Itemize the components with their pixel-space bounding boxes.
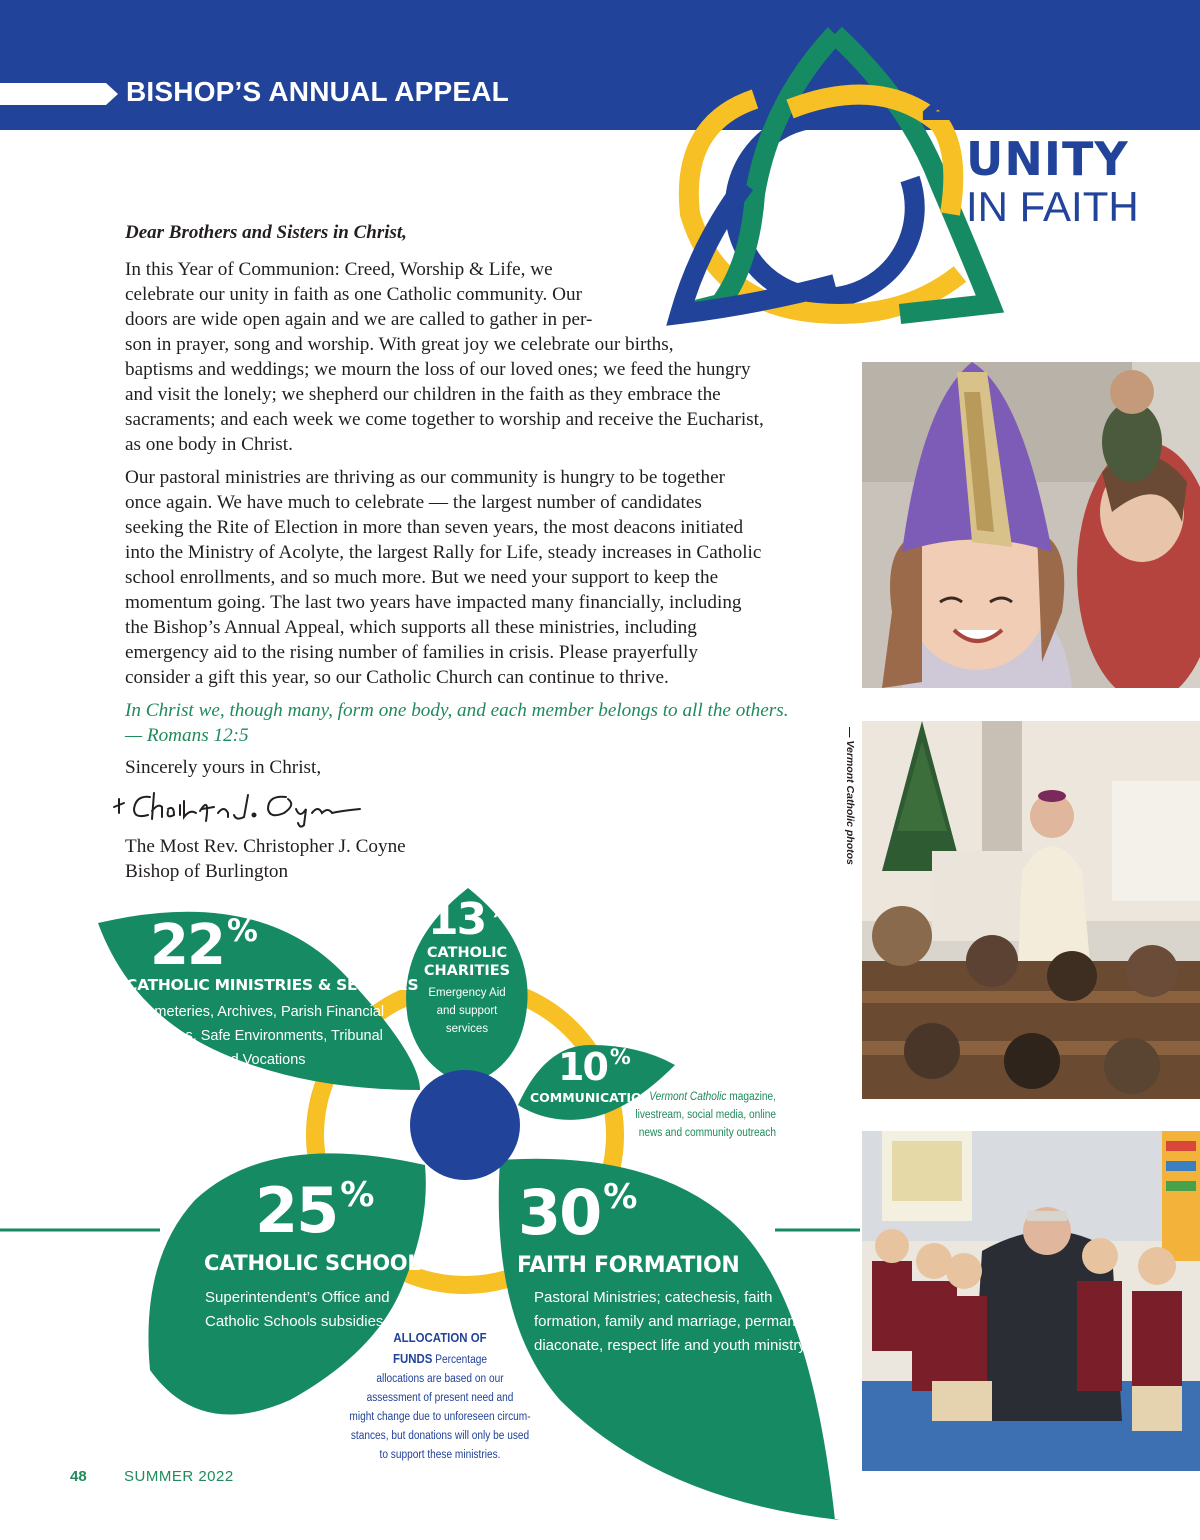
- desc-line: Superintendent’s Office and: [205, 1289, 390, 1306]
- letter-line: Our pastoral ministries are thriving as our community is hungry to be together: [125, 467, 726, 488]
- handwritten-signature: [110, 785, 370, 830]
- letter-line: doors are wide open again and we are called to gather in per-: [125, 309, 593, 330]
- charities-percent: [428, 894, 513, 945]
- schools-percent: [255, 1174, 375, 1247]
- percent-sign: %: [226, 913, 258, 950]
- note-line: to support these ministries.: [379, 1449, 501, 1461]
- desc-line: Cemeteries, Archives, Parish Financial: [135, 1004, 385, 1020]
- note-title-line: FUNDS: [393, 1351, 433, 1366]
- charities-description: [408, 984, 526, 1038]
- note-line: allocations are based on our: [376, 1373, 504, 1385]
- desc-line: formation, family and marriage, permanent: [534, 1313, 817, 1330]
- note-line: news and community outreach: [638, 1127, 776, 1139]
- letter-line: emergency aid to the rising number of families in crisis. Please prayerfully: [125, 642, 698, 663]
- desc-line: Services, Safe Environments, Tribunal: [137, 1028, 383, 1044]
- desc-line: services: [445, 1023, 489, 1035]
- note-title-line: ALLOCATION OF: [393, 1330, 487, 1345]
- letter-line: as one body in Christ.: [125, 434, 293, 455]
- percent-sign: %: [340, 1175, 375, 1216]
- charities-value: 13: [428, 894, 486, 945]
- formation-value: 30: [518, 1176, 601, 1249]
- letter-line: seeking the Rite of Election in more than seven years, the most deacons initiated: [125, 517, 744, 538]
- logo-year: 2022: [918, 62, 1087, 135]
- desc-line: Catholic Schools subsidies: [205, 1313, 384, 1330]
- photo-bishop-mass: [862, 721, 1200, 1099]
- section-title: BISHOP’S ANNUAL APPEAL: [126, 76, 509, 107]
- schools-title: CATHOLIC SCHOOLS: [204, 1251, 436, 1275]
- charities-title: [408, 944, 526, 980]
- signer-title: Bishop of Burlington: [125, 861, 289, 882]
- letter-line: the Bishop’s Annual Appeal, which supports all these ministries, including: [125, 617, 697, 638]
- note-line: magazine,: [729, 1091, 776, 1103]
- letter-line: celebrate our unity in faith as one Catholic community. Our: [125, 284, 582, 305]
- percent-sign: %: [488, 894, 513, 923]
- letter-salutation: Dear Brothers and Sisters in Christ,: [125, 222, 407, 243]
- signer-name: The Most Rev. Christopher J. Coyne: [125, 836, 406, 857]
- signer-block: [125, 834, 406, 884]
- formation-title: FAITH FORMATION: [517, 1253, 740, 1278]
- ministries-description: [120, 1000, 400, 1072]
- issue-label: SUMMER 2022: [124, 1468, 234, 1485]
- formation-description: [534, 1286, 817, 1358]
- formation-percent: [518, 1176, 638, 1249]
- quote-text: In Christ we, though many, form one body, and each member belongs to all the others.: [125, 700, 789, 721]
- schools-value: 25: [255, 1174, 338, 1247]
- schools-description: [205, 1286, 390, 1334]
- letter-paragraph-1: [125, 257, 835, 457]
- photo-credit: [842, 727, 858, 867]
- letter-line: In this Year of Communion: Creed, Worship & Life, we: [125, 259, 553, 280]
- letter-line: baptisms and weddings; we mourn the loss of our loved ones; we feed the hungry: [125, 359, 751, 380]
- flower-center: [410, 1070, 520, 1180]
- desc-line: and support: [436, 1005, 498, 1017]
- percent-sign: %: [609, 1044, 631, 1069]
- desc-line: and Vocations: [214, 1052, 306, 1068]
- magazine-name: Vermont Catholic: [649, 1091, 727, 1103]
- communication-note: [626, 1088, 776, 1142]
- logo-in-faith: IN FAITH: [966, 183, 1139, 230]
- photo-credit-text: — Vermont Catholic photos: [844, 727, 856, 865]
- quote-citation: — Romans 12:5: [125, 725, 249, 746]
- communication-value: 10: [558, 1045, 607, 1089]
- note-line: might change due to unforeseen circum-: [349, 1411, 531, 1423]
- letter-line: sacraments; and each week we come together to worship and receive the Eucharist,: [125, 409, 764, 430]
- letter-line: once again. We have much to celebrate — the largest number of candidates: [125, 492, 702, 513]
- communication-percent: [558, 1044, 631, 1089]
- note-line: stances, but donations will only be used: [350, 1430, 530, 1442]
- letter-line: into the Ministry of Acolyte, the largest Rally for Life, steady increases in Catholic: [125, 542, 762, 563]
- allocation-note: [343, 1328, 537, 1465]
- desc-line: diaconate, respect life and youth ministry: [534, 1337, 806, 1354]
- note-first-word: Percentage: [435, 1354, 487, 1366]
- title-line: CHARITIES: [423, 963, 511, 979]
- letter-line: and visit the lonely; we shepherd our children in the faith as they embrace the: [125, 384, 721, 405]
- communication-title: COMMUNICATION: [530, 1090, 653, 1105]
- ministries-value: 22: [150, 913, 224, 978]
- letter-line: momentum going. The last two years have impacted many financially, including: [125, 592, 742, 613]
- page-number: 48: [70, 1468, 87, 1485]
- note-line: livestream, social media, online: [635, 1109, 776, 1121]
- logo-unity: UNITY: [966, 132, 1129, 186]
- title-line: CATHOLIC: [426, 945, 508, 961]
- desc-line: Pastoral Ministries; catechesis, faith: [534, 1289, 773, 1306]
- percent-sign: %: [603, 1177, 638, 1218]
- letter-closing: Sincerely yours in Christ,: [125, 757, 322, 778]
- letter-paragraph-2: [125, 465, 835, 690]
- letter-line: son in prayer, song and worship. With great joy we celebrate our births,: [125, 334, 674, 355]
- note-line: assessment of present need and: [366, 1392, 514, 1404]
- photo-child-mitre: [862, 362, 1200, 688]
- section-tab-arrow: [0, 83, 118, 105]
- letter-line: school enrollments, and so much more. But we need your support to keep the: [125, 567, 719, 588]
- ministries-percent: [150, 913, 258, 978]
- letter-line: consider a gift this year, so our Catholic Church can continue to thrive.: [125, 667, 669, 688]
- photo-bishop-classroom: [862, 1131, 1200, 1471]
- desc-line: Emergency Aid: [428, 987, 506, 999]
- scripture-quote: [125, 698, 789, 748]
- ministries-title: CATHOLIC MINISTRIES & SERVICES: [126, 976, 419, 994]
